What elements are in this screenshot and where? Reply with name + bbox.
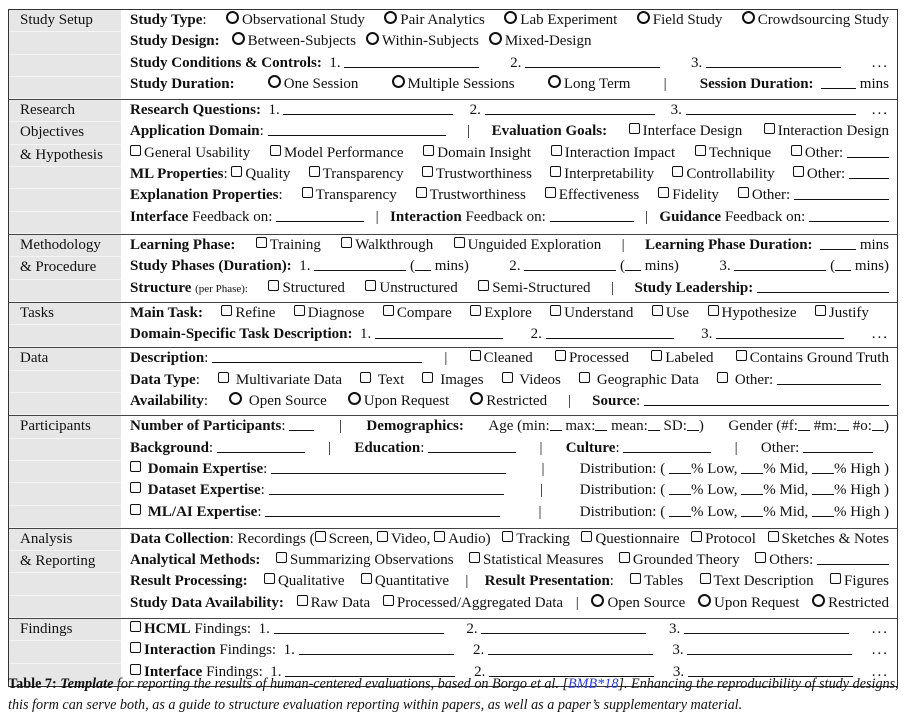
goals-other-field[interactable] xyxy=(847,143,889,158)
checkbox-icon xyxy=(416,187,427,198)
radio-icon xyxy=(489,32,502,45)
phase-2-duration[interactable] xyxy=(625,256,641,271)
checkbox-icon xyxy=(550,166,561,177)
radio-icon xyxy=(366,32,379,45)
checkbox-icon xyxy=(470,350,481,361)
checkbox-tables[interactable]: Tables xyxy=(630,571,683,592)
checkbox-protocol[interactable]: Protocol xyxy=(691,529,756,550)
checkbox-icon xyxy=(276,552,287,563)
checkbox-icon xyxy=(768,531,779,542)
data-description-row: Description: | Cleaned Processed Labeled Contains Ground Truth xyxy=(121,348,897,369)
methods-other-field[interactable] xyxy=(817,550,889,565)
checkbox-icon xyxy=(695,145,706,156)
study-data-availability-row: Study Data Availability: Raw Data Processed/Aggregated Data | Open Source Upon Request Restricted xyxy=(121,593,897,614)
checkbox-icon xyxy=(294,305,305,316)
radio-icon xyxy=(384,11,397,24)
checkbox-processed[interactable]: Processed xyxy=(555,348,629,369)
checkbox-icon xyxy=(315,531,326,542)
checkbox-qualitative[interactable]: Qualitative xyxy=(264,571,345,592)
condition-1-field[interactable] xyxy=(344,53,479,68)
checkbox-icon xyxy=(502,372,513,383)
checkbox-icon xyxy=(658,187,669,198)
data-availability-row: Availability: Open Source Upon Request Restricted | Source: xyxy=(121,391,897,412)
hcml-finding-2-field[interactable] xyxy=(481,619,646,634)
checkbox-icon xyxy=(341,237,352,248)
table-caption: Table 7: Template for reporting the results of human-centered evaluations, based on Borgo et al. [BMB*18]. Enhancing the reproducibility of study designs, this form can serve both, as a guide to structure evaluation reporting within papers, as well as a paper’s supplementary material. xyxy=(8,676,899,713)
section-research-objectives xyxy=(9,99,897,234)
checkbox-raw-data[interactable]: Raw Data xyxy=(297,593,371,614)
checkbox-icon xyxy=(550,305,561,316)
hcml-findings-row: HCML Findings: 1. 2. 3. ... xyxy=(121,619,897,640)
checkbox-unstructured[interactable]: Unstructured xyxy=(365,278,457,299)
checkbox-icon xyxy=(708,305,719,316)
phase-1-field[interactable] xyxy=(314,256,406,271)
radio-long-term[interactable]: Long Term xyxy=(548,74,631,95)
checkbox-icon xyxy=(422,372,433,383)
study-type-row: Study Type: Observational Study Pair Analytics Lab Experiment Field Study Crowdsourcing Study xyxy=(121,10,897,31)
checkbox-summarizing[interactable]: Summarizing Observations xyxy=(276,550,454,571)
checkbox-icon xyxy=(130,621,141,632)
checkbox-cleaned[interactable]: Cleaned xyxy=(470,348,533,369)
checkbox-images[interactable]: Images xyxy=(422,370,483,391)
checkbox-ml-other[interactable]: Other: xyxy=(793,164,889,185)
checkbox-icon xyxy=(791,145,802,156)
checkbox-icon xyxy=(423,145,434,156)
checkbox-icon xyxy=(793,166,804,177)
checkbox-hcml-findings[interactable]: HCML Findings: 1. xyxy=(130,619,444,640)
checkbox-refine[interactable]: Refine xyxy=(221,303,275,324)
checkbox-icon xyxy=(270,145,281,156)
structure-row: Structure (per Phase): Structured Unstructured Semi-Structured | Study Leadership: xyxy=(121,278,897,299)
interaction-feedback-field[interactable] xyxy=(550,207,634,222)
data-source-field[interactable] xyxy=(644,391,889,406)
checkbox-model-performance[interactable]: Model Performance xyxy=(270,143,404,164)
checkbox-icon xyxy=(469,552,480,563)
data-description-field[interactable] xyxy=(212,348,422,363)
checkbox-icon xyxy=(130,504,141,515)
checkbox-justify[interactable]: Justify xyxy=(815,303,869,324)
datatype-other-field[interactable] xyxy=(777,370,881,385)
radio-icon xyxy=(226,11,239,24)
culture-field[interactable] xyxy=(623,438,711,453)
evaluation-goals-row xyxy=(121,143,897,164)
checkbox-icon xyxy=(630,573,641,584)
application-domain-row: Application Domain: | Evaluation Goals: Interface Design Interaction Design xyxy=(121,121,897,142)
checkbox-videos[interactable]: Videos xyxy=(502,370,561,391)
radio-between[interactable]: Between-Subjects xyxy=(232,31,356,52)
domain-mid-field[interactable] xyxy=(741,459,763,474)
section-participants xyxy=(9,415,897,527)
participants-number-row: Number of Participants: | Demographics: Age (min: max: mean: SD: ) Gender (#f: #m: #o: ) xyxy=(130,418,889,435)
checkbox-ml-expertise[interactable]: ML/AI Expertise: xyxy=(130,502,500,523)
checkbox-goals-other[interactable]: Other: xyxy=(791,143,889,164)
checkbox-interface-design[interactable]: Interface Design xyxy=(629,121,743,142)
checkbox-technique[interactable]: Technique xyxy=(695,143,771,164)
radio-icon xyxy=(698,594,711,607)
checkbox-fidelity[interactable]: Fidelity xyxy=(658,185,719,206)
gender-o-field[interactable] xyxy=(872,416,884,431)
domain-task-row: Domain-Specific Task Description: 1. 2. 3. ... xyxy=(130,326,889,343)
radio-icon xyxy=(268,75,281,88)
radio-open-source[interactable]: Open Source xyxy=(229,391,327,412)
checkbox-semi-structured[interactable]: Semi-Structured xyxy=(478,278,590,299)
checkbox-icon xyxy=(691,531,702,542)
section-label: Findings xyxy=(9,619,121,686)
radio-icon xyxy=(229,392,242,405)
dataset-low-field[interactable] xyxy=(669,480,691,495)
checkbox-tracking[interactable]: Tracking xyxy=(502,529,570,550)
checkbox-icon xyxy=(629,123,640,134)
result-processing-row: Result Processing: Qualitative Quantitative | Result Presentation: Tables Text Description Figures xyxy=(121,571,897,592)
ml-mid-field[interactable] xyxy=(741,502,763,517)
checkbox-icon xyxy=(218,372,229,383)
checkbox-training[interactable]: Training xyxy=(256,235,321,256)
analytical-methods-row: Analytical Methods: Summarizing Observations Statistical Measures Grounded Theory Others: xyxy=(121,550,897,571)
checkbox-icon xyxy=(130,482,141,493)
checkbox-interpretability[interactable]: Interpretability xyxy=(550,164,654,185)
question-2-field[interactable] xyxy=(485,100,655,115)
ml-high-field[interactable] xyxy=(812,502,834,517)
radio-multiple-sessions[interactable]: Multiple Sessions xyxy=(392,74,515,95)
checkbox-processed-data[interactable]: Processed/Aggregated Data xyxy=(383,593,563,614)
domain-low-field[interactable] xyxy=(669,459,691,474)
hcml-finding-3-field[interactable] xyxy=(684,619,849,634)
checkbox-transparency[interactable]: Transparency xyxy=(309,164,404,185)
section-label: Study Setup xyxy=(9,10,121,99)
checkbox-icon xyxy=(231,166,242,177)
radio-crowdsourcing[interactable]: Crowdsourcing Study xyxy=(742,10,889,31)
checkbox-structured[interactable]: Structured xyxy=(268,278,344,299)
checkbox-compare[interactable]: Compare xyxy=(383,303,452,324)
checkbox-expl-transparency[interactable]: Transparency xyxy=(302,185,397,206)
study-leadership-field[interactable] xyxy=(757,278,889,293)
checkbox-icon xyxy=(738,187,749,198)
domain-task-1-field[interactable] xyxy=(375,324,503,339)
checkbox-unguided[interactable]: Unguided Exploration xyxy=(454,235,602,256)
checkbox-controllability[interactable]: Controllability xyxy=(672,164,774,185)
section-analysis xyxy=(9,528,897,618)
phase-3-field[interactable] xyxy=(734,256,826,271)
radio-icon xyxy=(637,11,650,24)
domain-expertise-field[interactable] xyxy=(271,459,506,474)
section-label: Data xyxy=(9,348,121,415)
checkbox-effectiveness[interactable]: Effectiveness xyxy=(545,185,640,206)
checkbox-icon xyxy=(454,237,465,248)
checkbox-sketches[interactable]: Sketches & Notes xyxy=(768,529,889,550)
section-label: Research Objectives & Hypothesis xyxy=(9,100,121,234)
interface-findings-row: Interface Findings: 1. 2. 3. ... xyxy=(121,662,897,683)
dataset-high-field[interactable] xyxy=(812,480,834,495)
checkbox-quantitative[interactable]: Quantitative xyxy=(361,571,449,592)
radio-pair-analytics[interactable]: Pair Analytics xyxy=(384,10,485,31)
checkbox-icon xyxy=(130,461,141,472)
checkbox-icon xyxy=(502,531,513,542)
phase-2-field[interactable] xyxy=(524,256,616,271)
data-type-row: Data Type: Multivariate Data Text Images Videos Geographic Data Other: xyxy=(121,370,897,391)
main-task-row: Main Task: Refine Diagnose Compare Explore Understand Use Hypothesize Justify xyxy=(121,303,897,324)
checkbox-general-usability[interactable]: General Usability xyxy=(130,143,250,164)
checkbox-methods-others[interactable]: Others: xyxy=(755,550,889,571)
checkbox-icon xyxy=(700,573,711,584)
radio-study-upon-request[interactable]: Upon Request xyxy=(698,593,799,614)
checkbox-icon xyxy=(130,145,141,156)
radio-field-study[interactable]: Field Study xyxy=(637,10,723,31)
radio-icon xyxy=(548,75,561,88)
checkbox-questionnaire[interactable]: Questionnaire xyxy=(581,529,679,550)
radio-icon xyxy=(812,594,825,607)
checkbox-icon xyxy=(470,305,481,316)
checkbox-diagnose[interactable]: Diagnose xyxy=(294,303,365,324)
radio-within[interactable]: Within-Subjects xyxy=(366,31,479,52)
participant-count-field[interactable] xyxy=(289,416,314,431)
checkbox-geographic[interactable]: Geographic Data xyxy=(579,370,699,391)
checkbox-icon xyxy=(764,123,775,134)
checkbox-icon xyxy=(815,305,826,316)
phase-3-duration[interactable] xyxy=(835,256,851,271)
checkbox-icon xyxy=(672,166,683,177)
checkbox-quality[interactable]: Quality xyxy=(231,166,290,182)
dataset-expertise-field[interactable] xyxy=(269,480,504,495)
checkbox-icon xyxy=(579,372,590,383)
checkbox-icon xyxy=(256,237,267,248)
age-sd-field[interactable] xyxy=(687,416,699,431)
study-phases-row: Study Phases (Duration): 1. ( mins) 2. ( mins) 3. ( mins) xyxy=(130,258,889,275)
radio-study-restricted[interactable]: Restricted xyxy=(812,593,889,614)
age-mean-field[interactable] xyxy=(648,416,660,431)
checkbox-audio[interactable]: Audio) xyxy=(434,531,491,547)
checkbox-interaction-findings[interactable]: Interaction Findings: 1. xyxy=(130,640,454,661)
radio-icon xyxy=(470,392,483,405)
learning-phase-row: Learning Phase: Training Walkthrough Unguided Exploration | Learning Phase Duration: mins xyxy=(121,235,897,256)
checkbox-expl-other[interactable]: Other: xyxy=(738,185,889,206)
citation-link[interactable]: BMB*18 xyxy=(567,676,619,692)
section-methodology xyxy=(9,234,897,302)
checkbox-walkthrough[interactable]: Walkthrough xyxy=(341,235,433,256)
interface-feedback-field[interactable] xyxy=(276,207,364,222)
radio-upon-request[interactable]: Upon Request xyxy=(348,391,449,412)
ml-expertise-field[interactable] xyxy=(265,502,500,517)
feedback-row: Interface Feedback on: | Interaction Feedback on: | Guidance Feedback on: xyxy=(121,207,897,228)
evaluation-template-table xyxy=(8,9,898,687)
radio-icon xyxy=(742,11,755,24)
ml-properties-row: ML Properties: Quality Transparency Trustworthiness Interpretability Controllability Other: xyxy=(121,164,897,185)
checkbox-interface-findings[interactable]: Interface Findings: 1. xyxy=(130,662,455,683)
domain-task-3-field[interactable] xyxy=(716,324,844,339)
checkbox-icon xyxy=(302,187,313,198)
gender-f-field[interactable] xyxy=(798,416,810,431)
checkbox-icon xyxy=(268,280,279,291)
checkbox-icon xyxy=(717,372,728,383)
checkbox-dataset-expertise[interactable]: Dataset Expertise: xyxy=(130,480,504,501)
checkbox-icon xyxy=(652,305,663,316)
checkbox-icon xyxy=(264,573,275,584)
ml-expertise-row: ML/AI Expertise: | Distribution: ( % Low, % Mid, % High ) xyxy=(121,502,897,523)
radio-icon xyxy=(348,392,361,405)
ml-other-field[interactable] xyxy=(849,164,889,179)
radio-icon xyxy=(392,75,405,88)
checkbox-text-description[interactable]: Text Description xyxy=(700,571,814,592)
checkbox-use[interactable]: Use xyxy=(652,303,689,324)
checkbox-icon xyxy=(755,552,766,563)
checkbox-icon xyxy=(736,350,747,361)
section-study-setup xyxy=(9,10,897,99)
checkbox-icon xyxy=(360,372,371,383)
checkbox-datatype-other[interactable]: Other: xyxy=(717,370,881,391)
section-label: Analysis & Reporting xyxy=(9,529,121,618)
condition-2-field[interactable] xyxy=(525,53,660,68)
checkbox-icon xyxy=(551,145,562,156)
checkbox-icon xyxy=(297,595,308,606)
checkbox-ground-truth[interactable]: Contains Ground Truth xyxy=(736,348,889,369)
interaction-finding-2-field[interactable] xyxy=(488,640,653,655)
checkbox-hypothesize[interactable]: Hypothesize xyxy=(708,303,797,324)
radio-study-open-source[interactable]: Open Source xyxy=(591,593,685,614)
checkbox-icon xyxy=(383,595,394,606)
checkbox-labeled[interactable]: Labeled xyxy=(651,348,713,369)
radio-restricted[interactable]: Restricted xyxy=(470,391,547,412)
checkbox-icon xyxy=(422,166,433,177)
checkbox-interaction-impact[interactable]: Interaction Impact xyxy=(551,143,675,164)
checkbox-icon xyxy=(309,166,320,177)
expl-other-field[interactable] xyxy=(794,185,889,200)
checkbox-explore[interactable]: Explore xyxy=(470,303,531,324)
radio-lab-experiment[interactable]: Lab Experiment xyxy=(504,10,617,31)
checkbox-icon xyxy=(545,187,556,198)
hcml-finding-1-field[interactable] xyxy=(274,619,444,634)
research-questions-row: Research Questions: 1. 2. 3. ... xyxy=(130,102,889,119)
checkbox-video[interactable]: Video, xyxy=(377,531,431,547)
checkbox-domain-insight[interactable]: Domain Insight xyxy=(423,143,531,164)
checkbox-text[interactable]: Text xyxy=(360,370,404,391)
session-duration-field[interactable] xyxy=(821,74,856,89)
question-1-field[interactable] xyxy=(283,100,453,115)
background-field[interactable] xyxy=(217,438,305,453)
checkbox-grounded-theory[interactable]: Grounded Theory xyxy=(619,550,740,571)
checkbox-icon xyxy=(221,305,232,316)
interaction-finding-3-field[interactable] xyxy=(687,640,852,655)
checkbox-icon xyxy=(383,305,394,316)
education-field[interactable] xyxy=(428,438,516,453)
guidance-feedback-field[interactable] xyxy=(809,207,889,222)
checkbox-figures[interactable]: Figures xyxy=(830,571,889,592)
data-collection-row: Data Collection: Recordings ( Screen, Video, Audio) Tracking Questionnaire Protocol Sketches & Notes xyxy=(121,529,897,550)
section-tasks xyxy=(9,302,897,348)
age-max-field[interactable] xyxy=(595,416,607,431)
checkbox-icon xyxy=(619,552,630,563)
phase-1-duration[interactable] xyxy=(415,256,431,271)
explanation-properties-row: Explanation Properties: Transparency Trustworthiness Effectiveness Fidelity Other: xyxy=(121,185,897,206)
learning-duration-field[interactable] xyxy=(820,235,856,250)
checkbox-interaction-design[interactable]: Interaction Design xyxy=(764,121,889,142)
application-domain-field[interactable] xyxy=(268,121,446,136)
dataset-mid-field[interactable] xyxy=(741,480,763,495)
checkbox-icon xyxy=(830,573,841,584)
radio-icon xyxy=(504,11,517,24)
checkbox-icon xyxy=(434,531,445,542)
duration-row: Study Duration: One Session Multiple Sessions Long Term | Session Duration: mins xyxy=(121,74,897,95)
section-label: Tasks xyxy=(9,303,121,348)
condition-3-field[interactable] xyxy=(706,53,841,68)
radio-icon xyxy=(591,594,604,607)
background-other-field[interactable] xyxy=(803,438,873,453)
question-3-field[interactable] xyxy=(686,100,856,115)
radio-icon xyxy=(232,32,245,45)
checkbox-multivariate[interactable]: Multivariate Data xyxy=(218,370,342,391)
checkbox-icon xyxy=(130,664,141,675)
radio-observational[interactable]: Observational Study xyxy=(226,10,365,31)
radio-mixed[interactable]: Mixed-Design xyxy=(489,31,592,52)
dataset-expertise-row: Dataset Expertise: | Distribution: ( % Low, % Mid, % High ) xyxy=(121,480,897,501)
radio-one-session[interactable]: One Session xyxy=(268,74,359,95)
gender-m-field[interactable] xyxy=(837,416,849,431)
domain-task-2-field[interactable] xyxy=(546,324,674,339)
domain-expertise-row: Domain Expertise: | Distribution: ( % Low, % Mid, % High ) xyxy=(121,459,897,480)
conditions-row: Study Conditions & Controls: 1. 2. 3. ... xyxy=(130,54,889,71)
checkbox-trustworthiness[interactable]: Trustworthiness xyxy=(422,164,532,185)
checkbox-icon xyxy=(651,350,662,361)
study-design-row: Study Design: Between-Subjects Within-Subjects Mixed-Design xyxy=(121,31,897,52)
domain-high-field[interactable] xyxy=(812,459,834,474)
checkbox-icon xyxy=(555,350,566,361)
checkbox-expl-trustworthiness[interactable]: Trustworthiness xyxy=(416,185,526,206)
interaction-findings-row: Interaction Findings: 1. 2. 3. ... xyxy=(121,640,897,661)
ml-low-field[interactable] xyxy=(669,502,691,517)
age-min-field[interactable] xyxy=(550,416,562,431)
checkbox-domain-expertise[interactable]: Domain Expertise: xyxy=(130,459,506,480)
checkbox-understand[interactable]: Understand xyxy=(550,303,633,324)
checkbox-icon xyxy=(365,280,376,291)
checkbox-icon xyxy=(361,573,372,584)
background-row: Background: | Education: | Culture: | Other: xyxy=(121,438,897,459)
checkbox-icon xyxy=(130,642,141,653)
checkbox-icon xyxy=(478,280,489,291)
section-label: Methodology & Procedure xyxy=(9,235,121,302)
interaction-finding-1-field[interactable] xyxy=(299,640,454,655)
checkbox-icon xyxy=(377,531,388,542)
section-label: Participants xyxy=(9,416,121,527)
section-data xyxy=(9,347,897,415)
checkbox-screen[interactable]: Screen, xyxy=(315,531,374,547)
checkbox-statistical[interactable]: Statistical Measures xyxy=(469,550,603,571)
checkbox-icon xyxy=(581,531,592,542)
